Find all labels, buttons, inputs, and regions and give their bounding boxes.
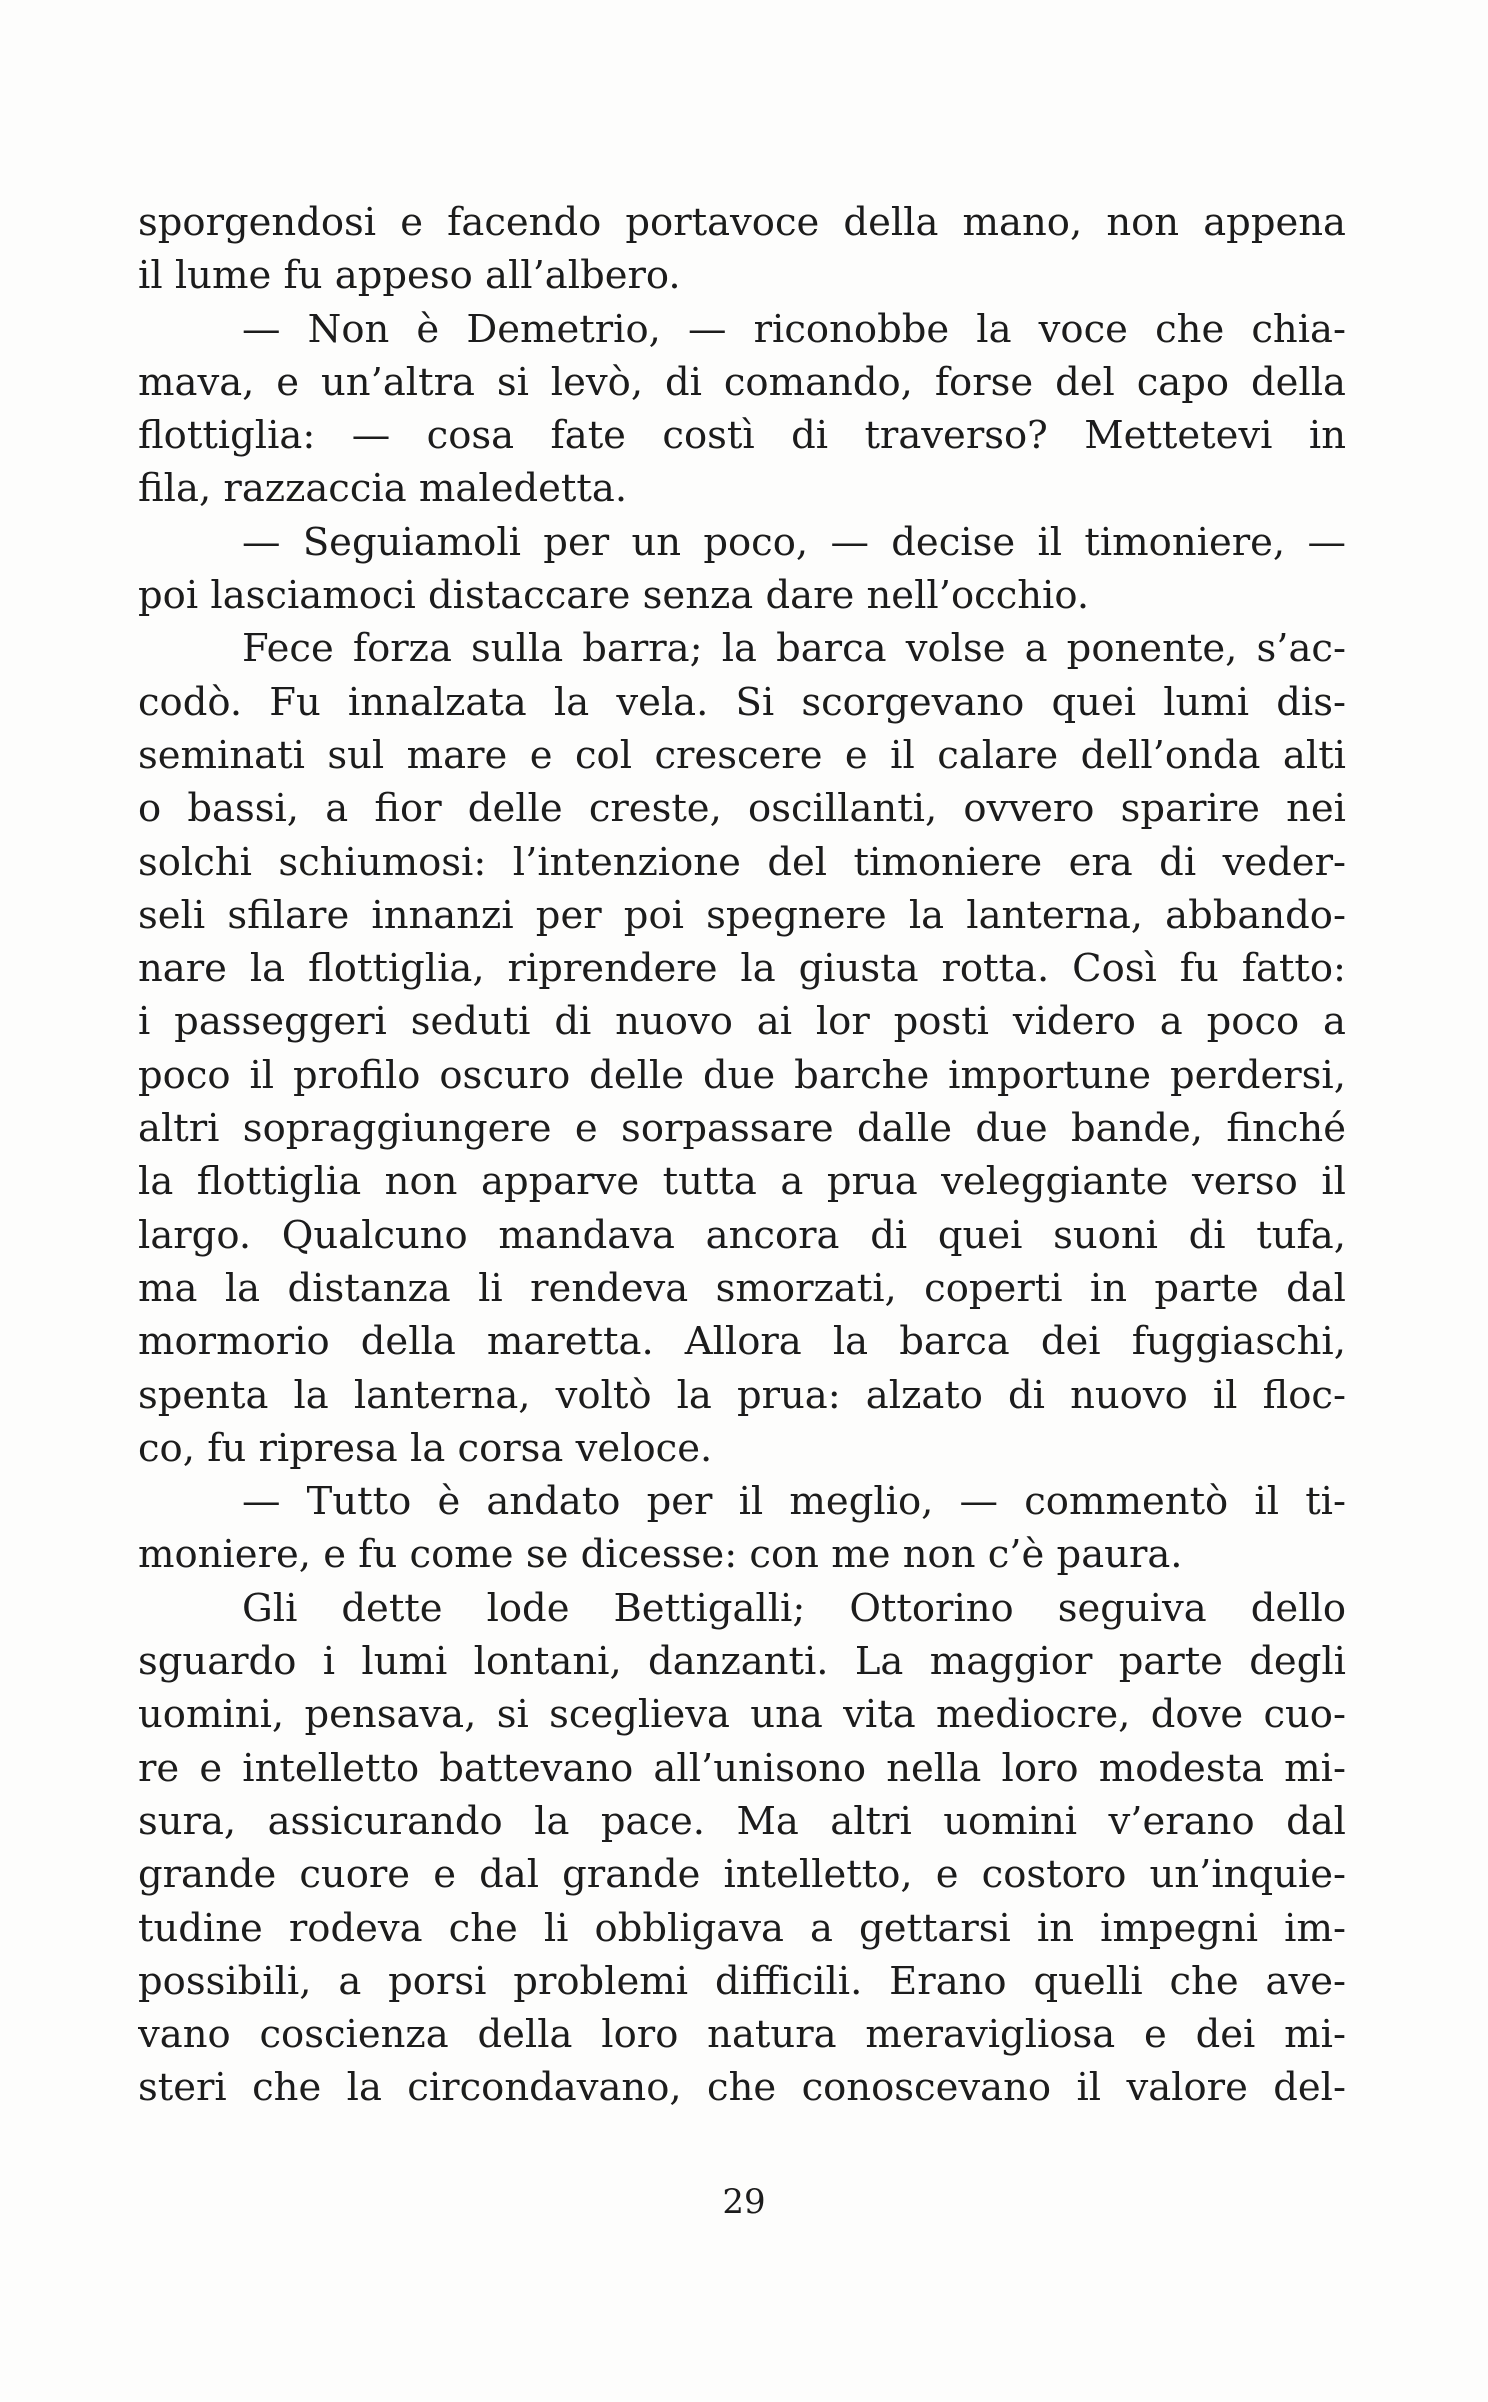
- text-line: Fece forza sulla barra; la barca volse a ponente, s’ac-: [242, 626, 1346, 672]
- text-line: — Tutto è andato per il meglio, — commentò il ti-: [242, 1479, 1346, 1525]
- text-line: possibili, a porsi problemi difficili. Erano quelli che ave-: [138, 1958, 1346, 2004]
- text-line: grande cuore e dal grande intelletto, e costoro un’inquie-: [138, 1852, 1346, 1898]
- text-line: il lume fu appeso all’albero.: [138, 253, 681, 299]
- text-line: seli sfilare innanzi per poi spegnere la lanterna, abbando-: [138, 892, 1346, 938]
- text-line: re e intelletto battevano all’unisono nella loro modesta mi-: [138, 1745, 1346, 1791]
- text-line: co, fu ripresa la corsa veloce.: [138, 1425, 713, 1471]
- text-line: codò. Fu innalzata la vela. Si scorgevano quei lumi dis-: [138, 679, 1346, 725]
- text-line: Gli dette lode Bettigalli; Ottorino seguiva dello: [242, 1585, 1346, 1631]
- text-line: steri che la circondavano, che conoscevano il valore del-: [138, 2065, 1346, 2111]
- text-line: fila, razzaccia maledetta.: [138, 466, 628, 512]
- text-line: o bassi, a fior delle creste, oscillanti, ovvero sparire nei: [138, 786, 1346, 832]
- text-line: mava, e un’altra si levò, di comando, forse del capo della: [138, 359, 1346, 405]
- text-line: sporgendosi e facendo portavoce della mano, non appena: [138, 200, 1346, 245]
- text-line: tudine rodeva che li obbligava a gettarsi in impegni im-: [138, 1905, 1346, 1951]
- text-line: largo. Qualcuno mandava ancora di quei suoni di tufa,: [138, 1212, 1346, 1258]
- text-line: mormorio della maretta. Allora la barca dei fuggiaschi,: [138, 1319, 1346, 1365]
- text-line: — Non è Demetrio, — riconobbe la voce che chia-: [242, 306, 1346, 352]
- page-number: 29: [722, 2182, 766, 2222]
- text-line: uomini, pensava, si sceglieva una vita mediocre, dove cuo-: [138, 1692, 1346, 1738]
- text-line: poi lasciamoci distaccare senza dare nell’occhio.: [138, 573, 1090, 619]
- text-line: poco il profilo oscuro delle due barche importune perdersi,: [138, 1052, 1346, 1098]
- body-text: [138, 196, 1346, 2115]
- text-line: altri sopraggiungere e sorpassare dalle due bande, finché: [138, 1106, 1346, 1152]
- text-line: spenta la lanterna, voltò la prua: alzato di nuovo il floc-: [138, 1372, 1346, 1418]
- text-line: solchi schiumosi: l’intenzione del timoniere era di veder-: [138, 839, 1346, 885]
- text-line: nare la flottiglia, riprendere la giusta rotta. Così fu fatto:: [138, 946, 1346, 992]
- text-line: ma la distanza li rendeva smorzati, coperti in parte dal: [138, 1265, 1346, 1311]
- text-line: moniere, e fu come se dicesse: con me non c’è paura.: [138, 1532, 1183, 1578]
- text-line: — Seguiamoli per un poco, — decise il timoniere, —: [242, 519, 1346, 565]
- text-line: seminati sul mare e col crescere e il calare dell’onda alti: [138, 732, 1346, 778]
- text-line: vano coscienza della loro natura meravigliosa e dei mi-: [138, 2012, 1346, 2058]
- text-line: sguardo i lumi lontani, danzanti. La maggior parte degli: [138, 1639, 1346, 1685]
- text-line: sura, assicurando la pace. Ma altri uomini v’erano dal: [138, 1798, 1346, 1844]
- text-line: la flottiglia non apparve tutta a prua veleggiante verso il: [138, 1159, 1346, 1205]
- text-line: i passeggeri seduti di nuovo ai lor posti videro a poco a: [138, 999, 1346, 1045]
- text-line: flottiglia: — cosa fate costì di traverso? Mettetevi in: [138, 413, 1346, 459]
